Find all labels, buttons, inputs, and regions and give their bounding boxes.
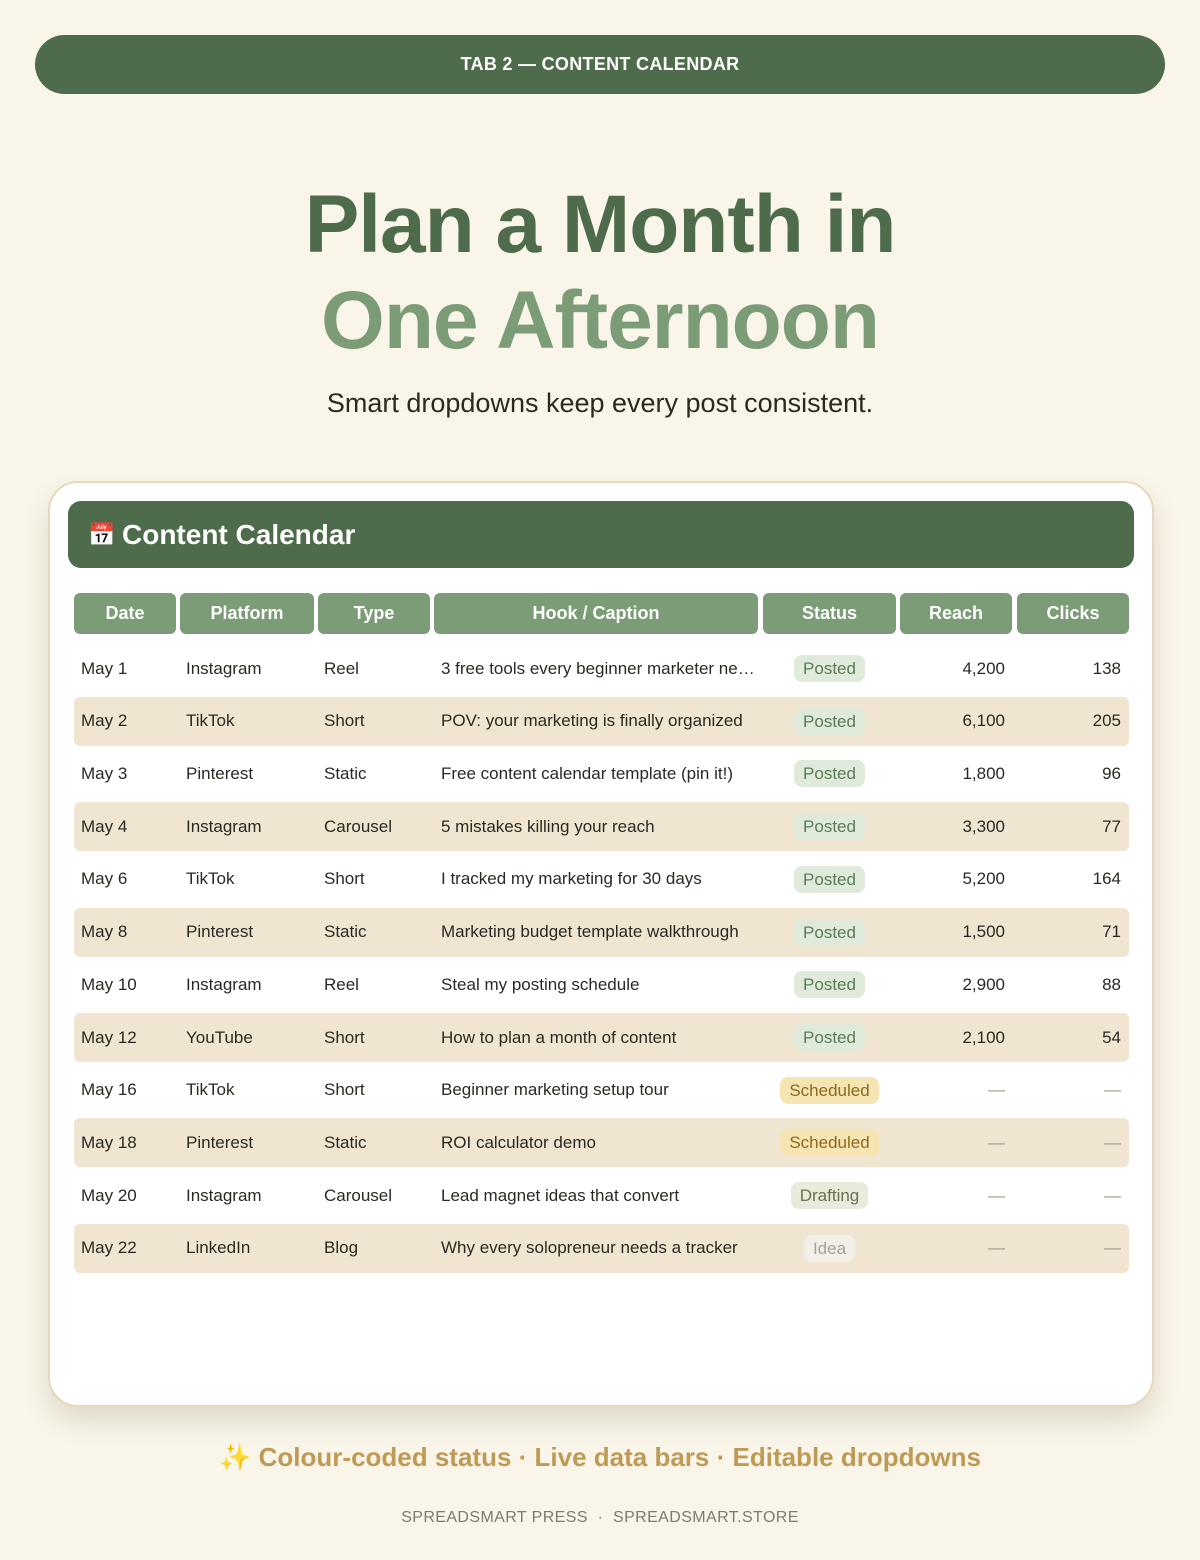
cell-platform[interactable]: TikTok: [186, 869, 235, 889]
cell-platform[interactable]: Instagram: [186, 1185, 262, 1205]
cell-status[interactable]: [763, 1066, 896, 1115]
features-text: Colour-coded status · Live data bars · Editable dropdowns: [258, 1442, 981, 1472]
table-row[interactable]: [74, 1118, 1129, 1167]
footer-text: SPREADSMART PRESS · SPREADSMART.STORE: [401, 1509, 799, 1526]
hook-text: ROI calculator demo: [441, 1132, 596, 1152]
cell-hook[interactable]: [441, 1224, 759, 1273]
cell-status[interactable]: [763, 802, 896, 851]
column-header-date[interactable]: Date: [74, 593, 176, 634]
status-badge[interactable]: Posted: [794, 1024, 865, 1051]
table-row[interactable]: [74, 802, 1129, 851]
status-badge[interactable]: Posted: [794, 760, 865, 787]
column-header-hook[interactable]: Hook / Caption: [434, 593, 758, 634]
cell-clicks[interactable]: —: [1104, 1132, 1121, 1152]
cell-type[interactable]: Blog: [324, 1238, 359, 1258]
hero-title-line1: Plan a Month in: [304, 179, 896, 270]
cell-status[interactable]: [763, 960, 896, 1009]
cell-type[interactable]: Static: [324, 763, 367, 783]
cell-type[interactable]: Carousel: [324, 1185, 393, 1205]
cell-platform[interactable]: Pinterest: [186, 922, 254, 942]
cell-type[interactable]: Short: [324, 711, 365, 731]
hero-subtitle: Smart dropdowns keep every post consistent.: [326, 388, 874, 418]
cell-platform[interactable]: LinkedIn: [186, 1238, 251, 1258]
cell-type[interactable]: Static: [324, 922, 367, 942]
column-header-clicks[interactable]: Clicks: [1017, 593, 1129, 634]
cell-hook[interactable]: [441, 1013, 759, 1062]
cell-status[interactable]: [763, 1171, 896, 1220]
cell-type[interactable]: Short: [324, 1080, 365, 1100]
column-header-reach[interactable]: Reach: [900, 593, 1012, 634]
table-row[interactable]: [74, 1013, 1129, 1062]
cell-reach[interactable]: 1,800: [962, 763, 1005, 783]
cell-status[interactable]: [763, 644, 896, 693]
cell-clicks[interactable]: 164: [1092, 869, 1121, 889]
cell-type[interactable]: Short: [324, 1027, 365, 1047]
status-badge[interactable]: Posted: [794, 919, 865, 946]
cell-hook[interactable]: [441, 855, 759, 904]
cell-date[interactable]: May 12: [81, 1027, 137, 1047]
cell-reach[interactable]: 2,100: [962, 1027, 1005, 1047]
features-line: [0, 1442, 1200, 1473]
cell-type[interactable]: Reel: [324, 974, 359, 994]
cell-reach[interactable]: 4,200: [962, 658, 1005, 678]
cell-date[interactable]: May 8: [81, 922, 128, 942]
cell-hook[interactable]: [441, 1171, 759, 1220]
cell-clicks[interactable]: —: [1104, 1185, 1121, 1205]
tab-banner-label: TAB 2 — CONTENT CALENDAR: [460, 54, 740, 74]
hook-text: POV: your marketing is finally organized: [441, 711, 743, 731]
cell-clicks[interactable]: 54: [1102, 1027, 1121, 1047]
table-row[interactable]: [74, 908, 1129, 957]
cell-status[interactable]: [763, 1224, 896, 1273]
cell-clicks[interactable]: 88: [1102, 974, 1121, 994]
cell-hook[interactable]: [441, 697, 759, 746]
cell-reach[interactable]: 2,900: [962, 974, 1005, 994]
cell-platform[interactable]: TikTok: [186, 1080, 235, 1100]
hook-text: 5 mistakes killing your reach: [441, 816, 655, 836]
cell-date[interactable]: May 16: [81, 1080, 137, 1100]
cell-date[interactable]: May 4: [81, 816, 128, 836]
cell-status[interactable]: [763, 1118, 896, 1167]
cell-hook[interactable]: [441, 960, 759, 1009]
calendar-icon: 📅: [88, 521, 116, 547]
cell-date[interactable]: May 20: [81, 1185, 137, 1205]
cell-clicks[interactable]: —: [1104, 1238, 1121, 1258]
cell-clicks[interactable]: 138: [1092, 658, 1121, 678]
cell-platform[interactable]: Instagram: [186, 658, 262, 678]
hook-text: Lead magnet ideas that convert: [441, 1185, 680, 1205]
cell-hook[interactable]: [441, 908, 759, 957]
status-badge[interactable]: Posted: [794, 813, 865, 840]
cell-type[interactable]: Reel: [324, 658, 359, 678]
cell-platform[interactable]: Pinterest: [186, 1132, 254, 1152]
cell-date[interactable]: May 18: [81, 1132, 137, 1152]
cell-reach[interactable]: —: [988, 1238, 1005, 1258]
cell-reach[interactable]: 3,300: [962, 816, 1005, 836]
cell-clicks[interactable]: 96: [1102, 763, 1121, 783]
footer: [0, 1509, 1200, 1527]
cell-type[interactable]: Short: [324, 869, 365, 889]
cell-reach[interactable]: 6,100: [962, 711, 1005, 731]
table-row[interactable]: [74, 1171, 1129, 1220]
cell-hook[interactable]: [441, 749, 759, 798]
cell-reach[interactable]: 5,200: [962, 869, 1005, 889]
cell-date[interactable]: May 22: [81, 1238, 137, 1258]
hero-title-line2: One Afternoon: [321, 275, 879, 366]
hook-text: 3 free tools every beginner marketer ne…: [441, 658, 755, 678]
cell-type[interactable]: Carousel: [324, 816, 393, 836]
table-row[interactable]: [74, 1066, 1129, 1115]
table-row[interactable]: [74, 960, 1129, 1009]
column-header-platform[interactable]: Platform: [180, 593, 314, 634]
cell-reach[interactable]: —: [988, 1080, 1005, 1100]
cell-status[interactable]: [763, 697, 896, 746]
cell-platform[interactable]: Pinterest: [186, 763, 254, 783]
cell-status[interactable]: [763, 855, 896, 904]
status-badge[interactable]: Drafting: [791, 1182, 869, 1209]
content-calendar-card: [48, 481, 1154, 1407]
table-row[interactable]: [74, 855, 1129, 904]
hook-text: Steal my posting schedule: [441, 974, 640, 994]
cell-date[interactable]: May 2: [81, 711, 128, 731]
cell-type[interactable]: Static: [324, 1132, 367, 1152]
cell-hook[interactable]: [441, 1066, 759, 1115]
table-row[interactable]: [74, 1224, 1129, 1273]
cell-reach[interactable]: —: [988, 1132, 1005, 1152]
card-title: Content Calendar: [122, 518, 356, 550]
cell-clicks[interactable]: —: [1104, 1080, 1121, 1100]
cell-reach[interactable]: —: [988, 1185, 1005, 1205]
cell-platform[interactable]: TikTok: [186, 711, 235, 731]
cell-clicks[interactable]: 71: [1102, 922, 1121, 942]
cell-date[interactable]: May 1: [81, 658, 128, 678]
cell-status[interactable]: [763, 1013, 896, 1062]
tab-banner: [35, 35, 1165, 94]
hook-text: Beginner marketing setup tour: [441, 1080, 669, 1100]
cell-status[interactable]: [763, 749, 896, 798]
cell-reach[interactable]: 1,500: [962, 922, 1005, 942]
cell-date[interactable]: May 10: [81, 974, 137, 994]
status-badge[interactable]: Posted: [794, 866, 865, 893]
cell-hook[interactable]: [441, 644, 759, 693]
hook-text: Why every solopreneur needs a tracker: [441, 1238, 738, 1258]
cell-hook[interactable]: [441, 1118, 759, 1167]
table-header: [74, 593, 1129, 634]
cell-date[interactable]: May 3: [81, 763, 128, 783]
cell-clicks[interactable]: 205: [1092, 711, 1121, 731]
cell-hook[interactable]: [441, 802, 759, 851]
cell-platform[interactable]: YouTube: [186, 1027, 253, 1047]
hook-text: I tracked my marketing for 30 days: [441, 869, 702, 889]
status-badge[interactable]: Posted: [794, 655, 865, 682]
hook-text: Free content calendar template (pin it!): [441, 763, 733, 783]
cell-status[interactable]: [763, 908, 896, 957]
hook-text: Marketing budget template walkthrough: [441, 922, 739, 942]
status-badge[interactable]: Posted: [794, 971, 865, 998]
table-row[interactable]: [74, 749, 1129, 798]
status-badge[interactable]: Idea: [804, 1235, 855, 1262]
status-badge[interactable]: Scheduled: [780, 1129, 878, 1156]
column-header-status[interactable]: Status: [763, 593, 896, 634]
hook-text: How to plan a month of content: [441, 1027, 677, 1047]
cell-clicks[interactable]: 77: [1102, 816, 1121, 836]
status-badge[interactable]: Scheduled: [780, 1077, 878, 1104]
cell-platform[interactable]: Instagram: [186, 816, 262, 836]
table-body: [74, 644, 1129, 1277]
table-row[interactable]: [74, 697, 1129, 746]
table-row[interactable]: [74, 644, 1129, 693]
column-header-type[interactable]: Type: [318, 593, 430, 634]
cell-platform[interactable]: Instagram: [186, 974, 262, 994]
cell-date[interactable]: May 6: [81, 869, 128, 889]
status-badge[interactable]: Posted: [794, 708, 865, 735]
sparkle-icon: ✨: [219, 1442, 252, 1472]
card-header: [68, 501, 1134, 568]
